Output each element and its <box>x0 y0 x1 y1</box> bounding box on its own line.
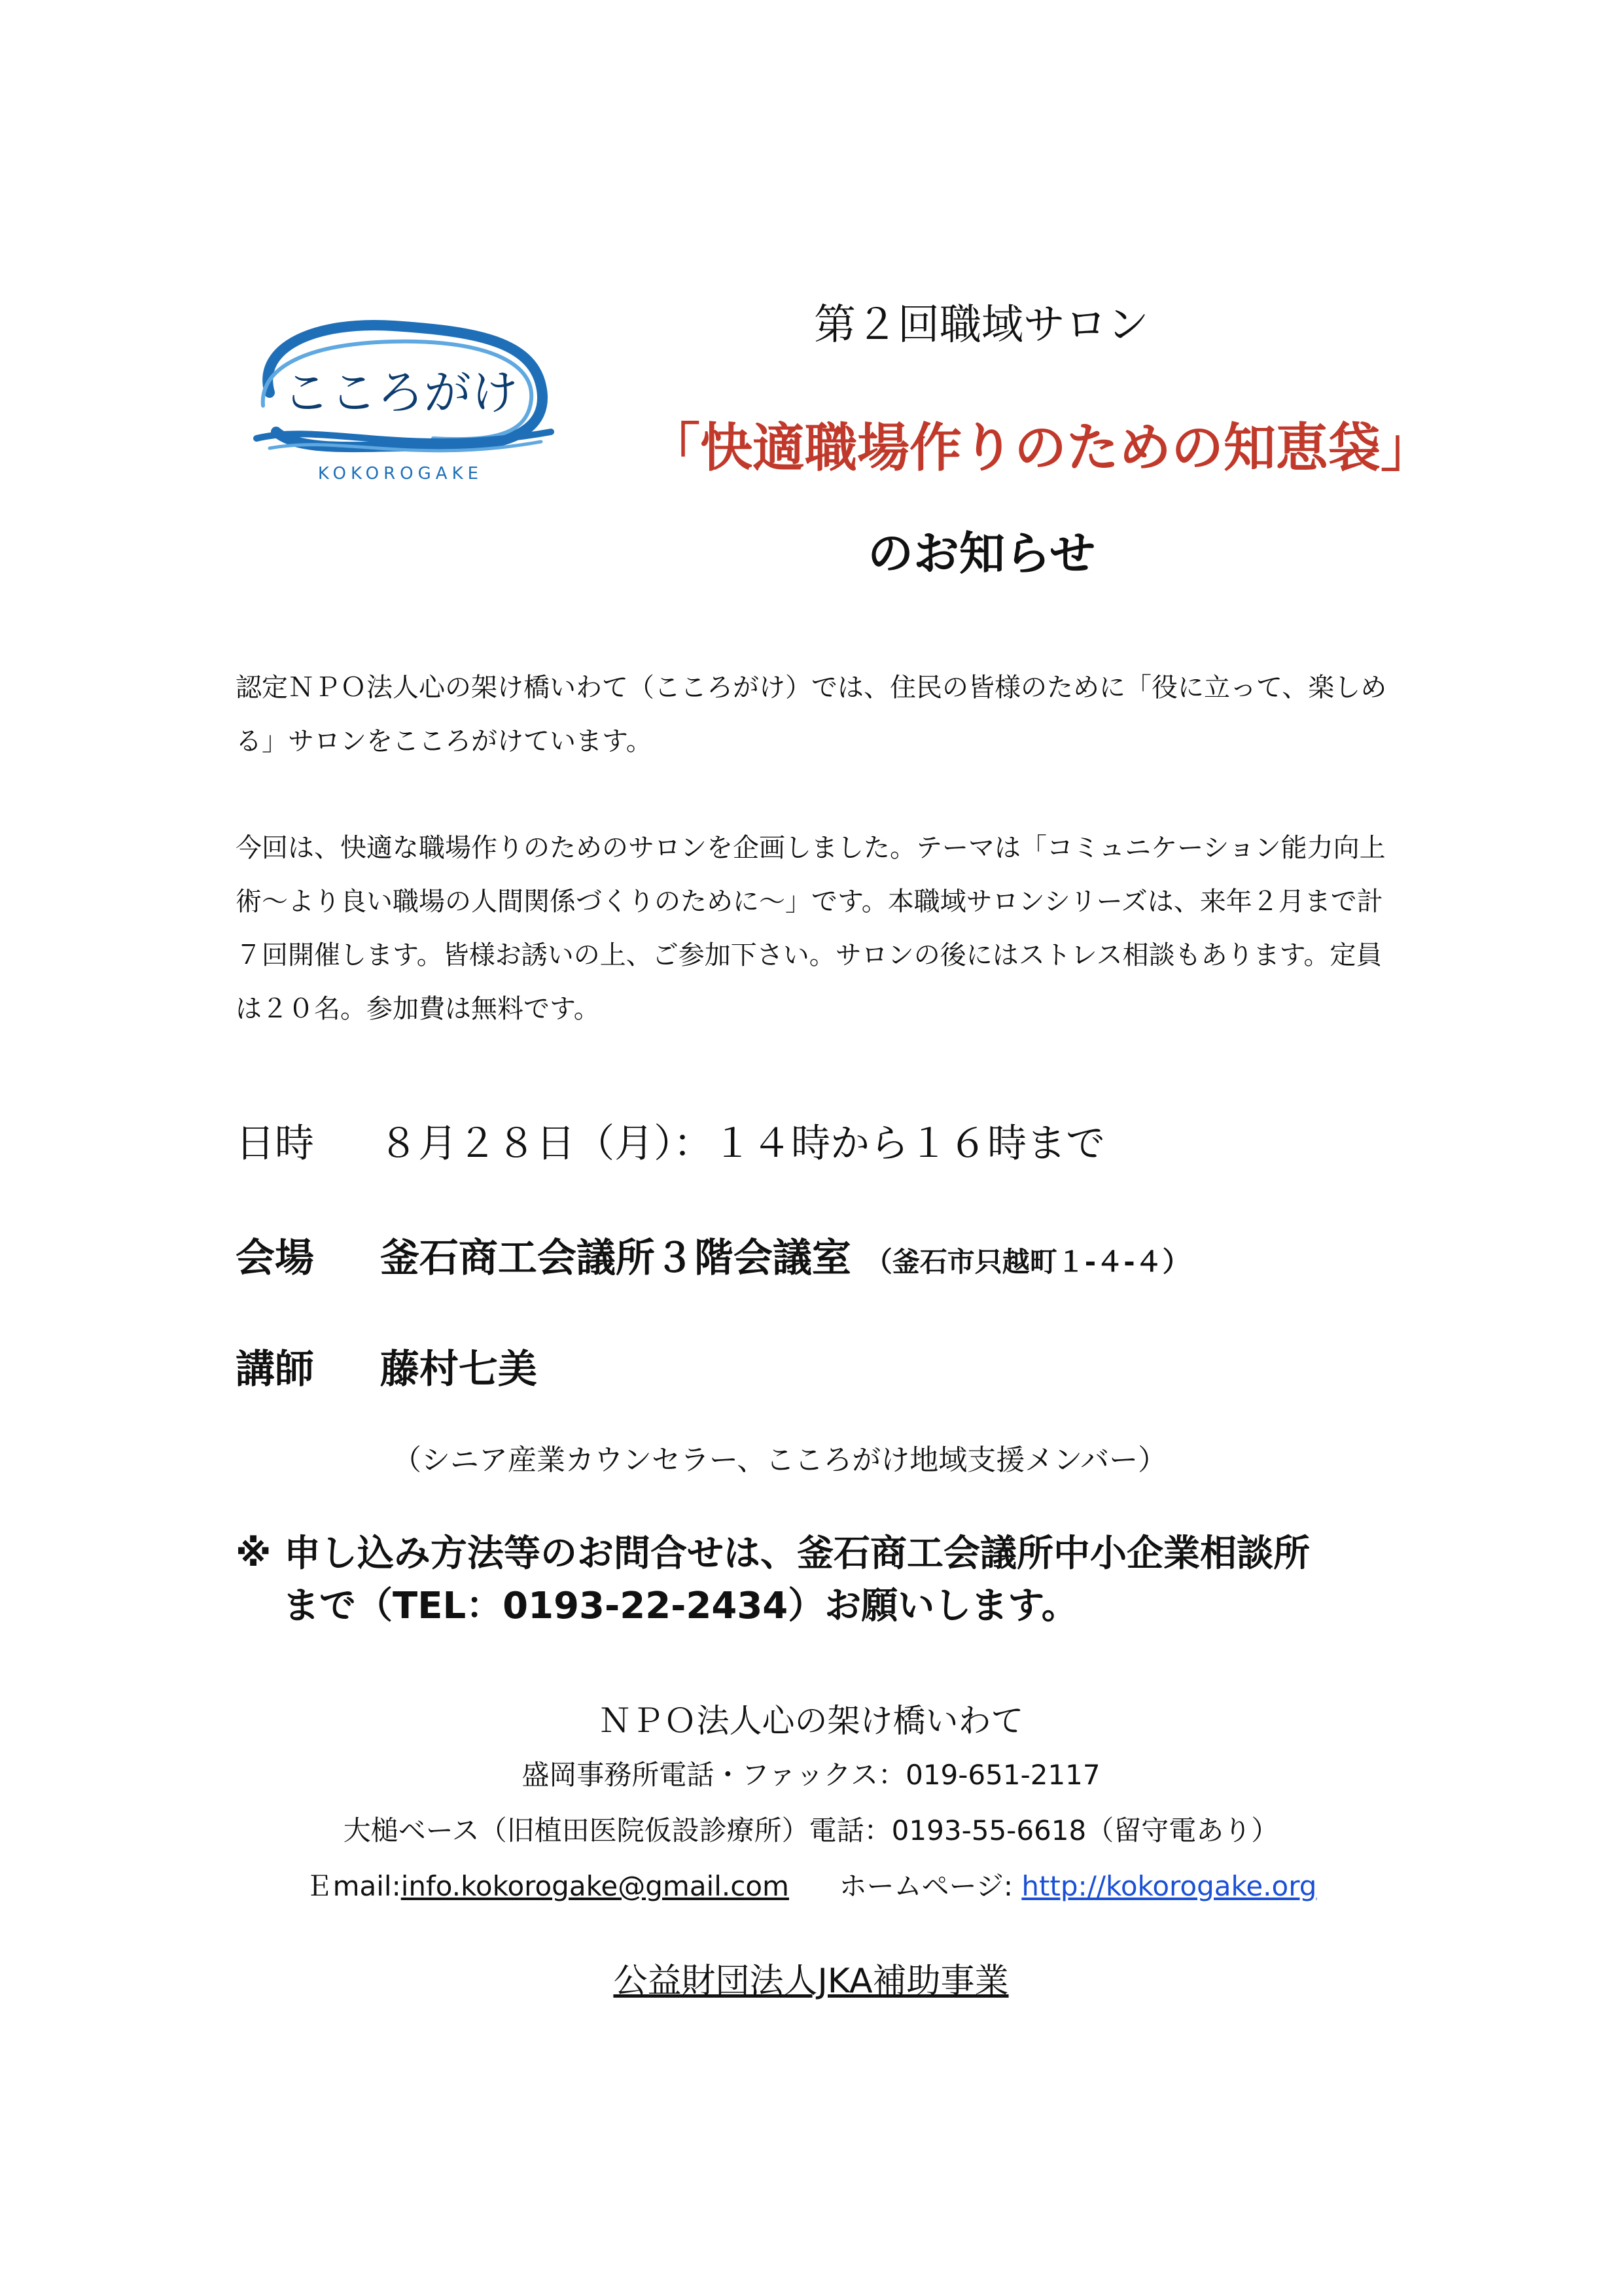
lecturer-name: 藤村七美 <box>379 1347 537 1392</box>
email-label: Ｅmail: <box>305 1870 401 1902</box>
lecturer-row <box>236 1338 537 1394</box>
morioka-office-contact: 盛岡事務所電話・ファックス：019-651-2117 <box>521 1759 1101 1791</box>
date-value: ８月２８日（月）：１４時から１６時まで <box>379 1121 1106 1167</box>
logo-text: こころがけ <box>282 365 519 420</box>
inquiry-notice-line1: ※ 申し込み方法等のお問合せは、釜石商工会議所中小企業相談所 <box>236 1532 1310 1575</box>
sponsor-credit: 公益財団法人JKA補助事業 <box>613 1962 1009 2001</box>
homepage-link[interactable]: http://kokorogake.org <box>1021 1870 1317 1902</box>
event-main-title: 「快適職場作りのための知恵袋」 <box>648 417 1433 478</box>
event-series-title: 第２回職域サロン <box>814 301 1149 349</box>
otsuchi-base-contact: 大槌ベース（旧植田医院仮設診療所）電話：0193-55-6618（留守電あり） <box>343 1814 1279 1846</box>
date-label: 日時 <box>236 1121 314 1167</box>
venue-value: 釜石商工会議所３階会議室 <box>379 1235 851 1281</box>
venue-label: 会場 <box>236 1235 314 1281</box>
intro-paragraph-2: 今回は、快適な職場作りのためのサロンを企画しました。テーマは「コミュニケーション能力向上術～より良い職場の人間関係づくりのために～」です。本職域サロンシリーズは、来年２月まで計７回開催します。皆様お誘いの上、ご参加下さい。サロンの後にはストレス相談もあります。定員は２０名。参加費は無料です。 <box>236 833 1386 1024</box>
kokorogake-logo <box>243 308 557 484</box>
lecturer-label: 講師 <box>236 1347 314 1392</box>
logo-wave-graphic <box>243 308 557 484</box>
lecturer-note: （シニア産業カウンセラー、こころがけ地域支援メンバー） <box>393 1443 1167 1477</box>
logo-subtext: KOKOROGAKE <box>317 464 484 484</box>
venue-row <box>236 1227 1190 1283</box>
email-link[interactable]: info.kokorogake@gmail.com <box>400 1870 789 1902</box>
inquiry-notice <box>236 1528 1413 1633</box>
intro-paragraph-1: 認定ＮＰＯ法人心の架け橋いわて（こころがけ）では、住民の皆様のために「役に立って、楽しめる」サロンをこころがけています。 <box>236 673 1387 756</box>
inquiry-notice-line2: まで（TEL：0193-22-2434）お願いします。 <box>283 1585 1078 1627</box>
email-homepage-line <box>0 1865 1622 1904</box>
date-row <box>236 1112 1105 1169</box>
org-name: ＮＰＯ法人心の架け橋いわて <box>598 1702 1024 1740</box>
venue-address: （釜石市只越町１-４-４） <box>864 1246 1190 1278</box>
homepage-label: ホームページ: <box>839 1870 1013 1902</box>
notice-heading: のお知らせ <box>868 527 1095 580</box>
